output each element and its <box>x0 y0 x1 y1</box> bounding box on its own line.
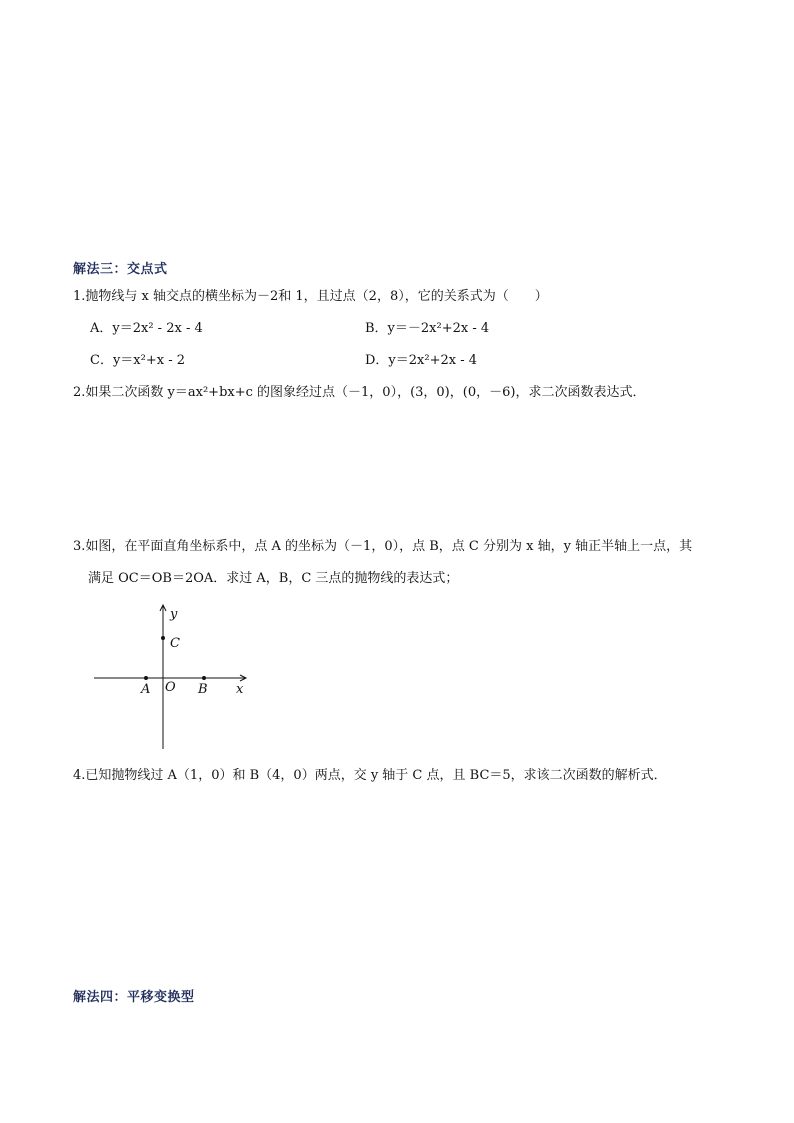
x-axis-label: x <box>236 682 244 697</box>
question-1-stem: 1.抛物线与 x 轴交点的横坐标为－2和 1，且过点（2，8），它的关系式为（ ） <box>73 289 548 304</box>
section-heading-translation: 解法四：平移变换型 <box>73 990 195 1005</box>
point-c <box>161 636 165 640</box>
y-axis-label: y <box>170 607 178 622</box>
point-a-label: A <box>141 682 151 697</box>
coordinate-figure <box>90 602 260 752</box>
question-1-option-d: D．y＝2x²+2x - 4 <box>365 353 478 368</box>
question-3-line-2: 满足 OC＝OB＝2OA．求过 A，B，C 三点的抛物线的表达式； <box>88 571 459 586</box>
question-4-stem: 4.已知抛物线过 A（1，0）和 B（4，0）两点，交 y 轴于 C 点，且 BC＝5，求该二次函数的解析式． <box>73 768 667 783</box>
question-1-option-a: A．y＝2x² - 2x - 4 <box>90 321 203 336</box>
point-c-label: C <box>170 636 180 651</box>
point-b <box>202 676 206 680</box>
question-1-option-b: B．y＝－2x²+2x - 4 <box>365 321 490 336</box>
point-a <box>144 676 148 680</box>
point-b-label: B <box>198 682 208 697</box>
question-2-stem: 2.如果二次函数 y＝ax²+bx+c 的图象经过点（－1，0），(3，0)，(0，－6)，求二次函数表达式． <box>73 385 646 400</box>
section-heading-intercept-form: 解法三：交点式 <box>73 262 168 277</box>
question-1-option-c: C．y＝x²+x - 2 <box>90 353 185 368</box>
question-3-line-1: 3.如图，在平面直角坐标系中，点 A 的坐标为（－1，0），点 B，点 C 分别为 x 轴，y 轴正半轴上一点，其 <box>73 539 693 554</box>
origin-label: O <box>165 680 176 695</box>
